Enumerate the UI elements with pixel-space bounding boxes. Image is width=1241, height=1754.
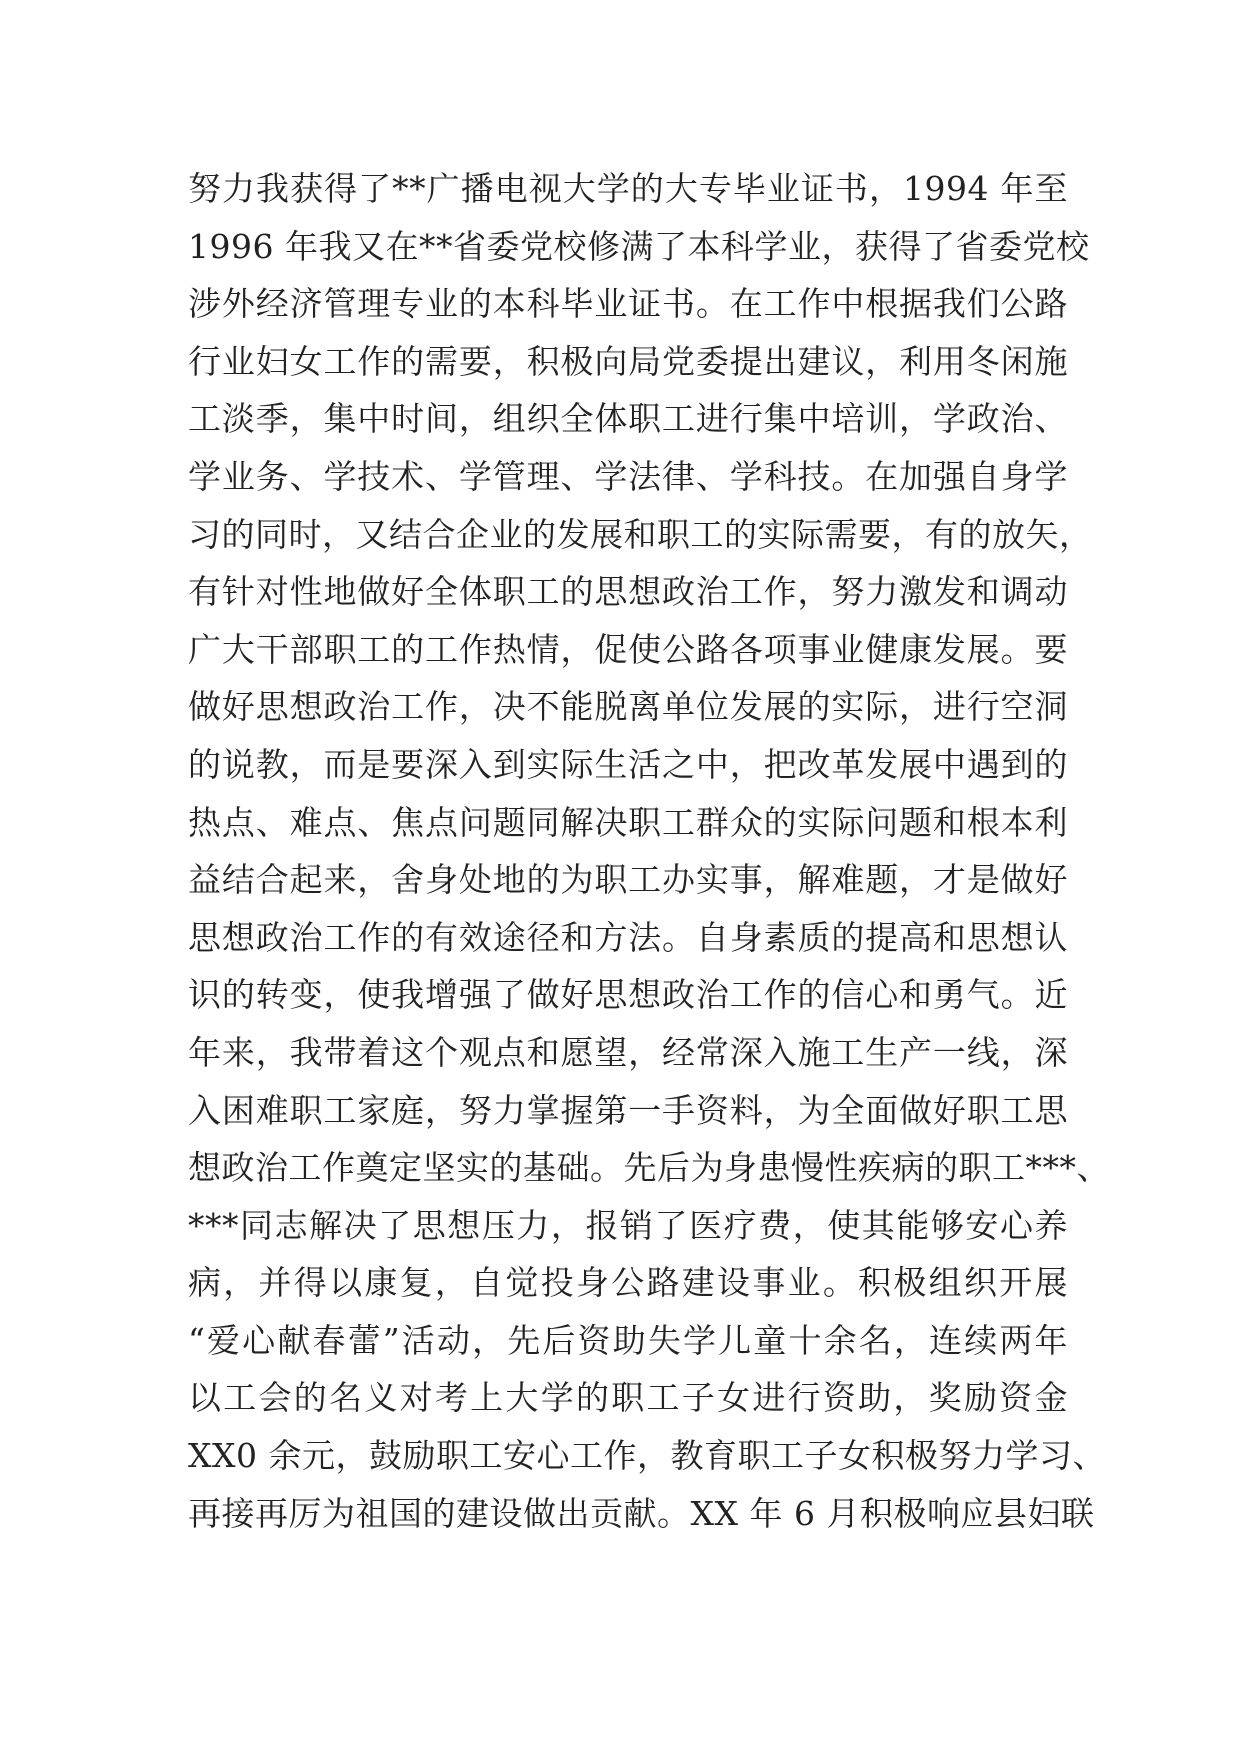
text-line-4: 行业妇女工作的需要，积极向局党委提出建议，利用冬闲施 <box>188 341 1068 381</box>
text-line-2: 1996 年我又在**省委党校修满了本科学业，获得了省委党校 <box>188 226 1090 266</box>
text-line-17: 入困难职工家庭，努力掌握第一手资料，为全面做好职工思 <box>188 1090 1068 1130</box>
text-line-13: 益结合起来，舍身处地的为职工办实事，解难题，才是做好 <box>188 860 1068 900</box>
text-line-12: 热点、难点、焦点问题同解决职工群众的实际问题和根本利 <box>188 802 1068 842</box>
text-line-20: 病，并得以康复，自觉投身公路建设事业。积极组织开展 <box>188 1263 1068 1303</box>
text-line-19: ***同志解决了思想压力，报销了医疗费，使其能够安心养 <box>188 1205 1068 1245</box>
text-line-5: 工淡季，集中时间，组织全体职工进行集中培训，学政治、 <box>188 399 1068 439</box>
text-line-1: 努力我获得了**广播电视大学的大专毕业证书，1994 年至 <box>188 169 1068 208</box>
text-line-24: 再接再厉为祖国的建设做出贡献。XX 年 6 月积极响应县妇联 <box>188 1493 1095 1533</box>
text-line-22: 以工会的名义对考上大学的职工子女进行资助，奖励资金 <box>188 1378 1068 1418</box>
text-line-6: 学业务、学技术、学管理、学法律、学科技。在加强自身学 <box>188 456 1068 496</box>
text-line-7: 习的同时，又结合企业的发展和职工的实际需要，有的放矢， <box>188 514 1093 554</box>
text-line-3: 涉外经济管理专业的本科毕业证书。在工作中根据我们公路 <box>188 284 1068 324</box>
text-line-9: 广大干部职工的工作热情，促使公路各项事业健康发展。要 <box>188 629 1068 669</box>
text-line-10: 做好思想政治工作，决不能脱离单位发展的实际，进行空洞 <box>188 687 1068 727</box>
text-line-11: 的说教，而是要深入到实际生活之中，把改革发展中遇到的 <box>188 744 1068 784</box>
text-line-16: 年来，我带着这个观点和愿望，经常深入施工生产一线，深 <box>188 1032 1068 1072</box>
text-line-14: 思想政治工作的有效途径和方法。自身素质的提高和思想认 <box>188 917 1068 957</box>
text-line-8: 有针对性地做好全体职工的思想政治工作，努力激发和调动 <box>188 572 1068 612</box>
text-line-15: 识的转变，使我增强了做好思想政治工作的信心和勇气。近 <box>188 975 1068 1015</box>
text-line-18: 想政治工作奠定坚实的基础。先后为身患慢性疾病的职工***、 <box>188 1148 1110 1188</box>
text-line-23: XX0 余元，鼓励职工安心工作，教育职工子女积极努力学习、 <box>188 1436 1106 1476</box>
text-line-21: “爱心献春蕾”活动，先后资助失学儿童十余名，连续两年 <box>188 1320 1068 1360</box>
body-paragraph <box>188 160 1110 1542</box>
